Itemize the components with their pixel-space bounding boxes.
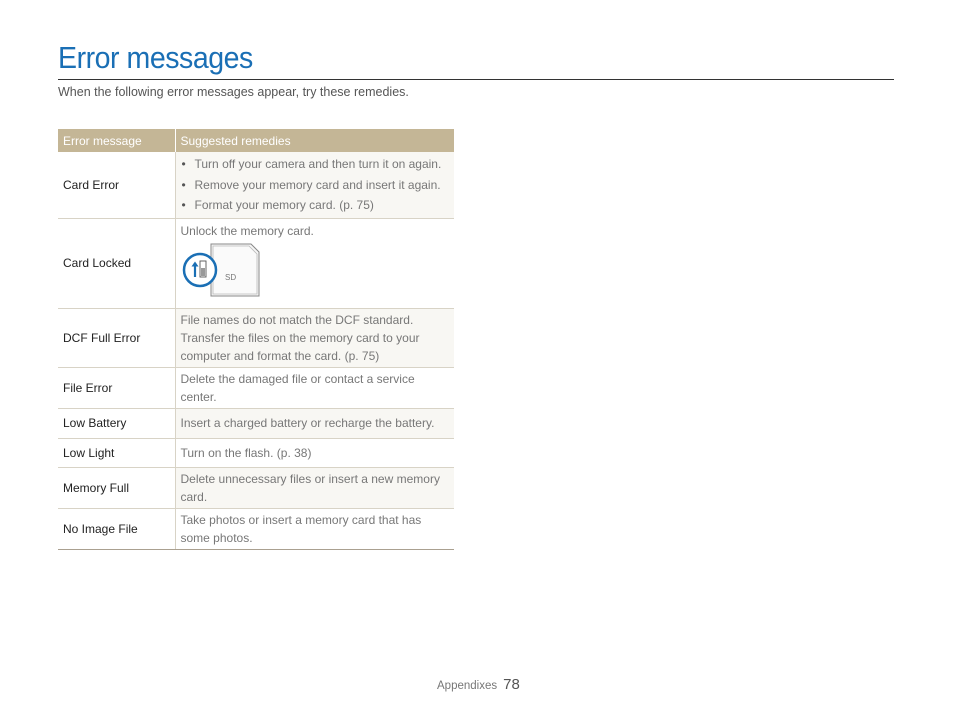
error-name: Card Locked [58, 218, 175, 308]
table-row [58, 218, 454, 308]
remedy-text: Unlock the memory card. [180, 223, 314, 238]
remedy-text: Insert a charged battery or recharge the battery. [175, 408, 454, 438]
header-error-message: Error message [58, 129, 175, 152]
error-name: Memory Full [58, 467, 175, 508]
remedy-list [181, 154, 450, 216]
error-messages-table [58, 129, 454, 550]
error-name: File Error [58, 367, 175, 408]
title-divider [58, 79, 894, 80]
intro-text: When the following error messages appear, try these remedies. [58, 85, 409, 99]
sd-card-icon [181, 242, 271, 306]
remedy-cell [175, 152, 454, 218]
list-item: • Format your memory card. (p. 75) [181, 195, 450, 216]
header-suggested-remedies: Suggested remedies [175, 129, 454, 152]
table-row [58, 508, 454, 549]
remedy-text: Turn on the flash. (p. 38) [175, 438, 454, 467]
table-row [58, 408, 454, 438]
table-header-row [58, 129, 454, 152]
error-name: Card Error [58, 152, 175, 218]
remedy-cell [175, 218, 454, 308]
sd-card-illustration [181, 242, 450, 306]
error-name: Low Light [58, 438, 175, 467]
remedy-text: File names do not match the DCF standard. Transfer the files on the memory card to your computer and format the card. (p. 75) [175, 308, 454, 367]
error-name: DCF Full Error [58, 308, 175, 367]
page-title: Error messages [58, 40, 253, 75]
page-number: 78 [503, 676, 520, 693]
list-item: • Remove your memory card and insert it again. [181, 175, 450, 196]
table-row [58, 367, 454, 408]
sd-label: SD [224, 272, 236, 282]
error-name: No Image File [58, 508, 175, 549]
table-row [58, 438, 454, 467]
table-row [58, 308, 454, 367]
error-name: Low Battery [58, 408, 175, 438]
list-item: • Turn off your camera and then turn it on again. [181, 154, 450, 175]
remedy-text: Take photos or insert a memory card that has some photos. [175, 508, 454, 549]
remedy-text: Delete the damaged file or contact a service center. [175, 367, 454, 408]
footer-section: Appendixes [437, 680, 498, 692]
remedy-text: Delete unnecessary files or insert a new memory card. [175, 467, 454, 508]
table-row [58, 152, 454, 218]
page-footer [437, 676, 520, 694]
table-row [58, 467, 454, 508]
